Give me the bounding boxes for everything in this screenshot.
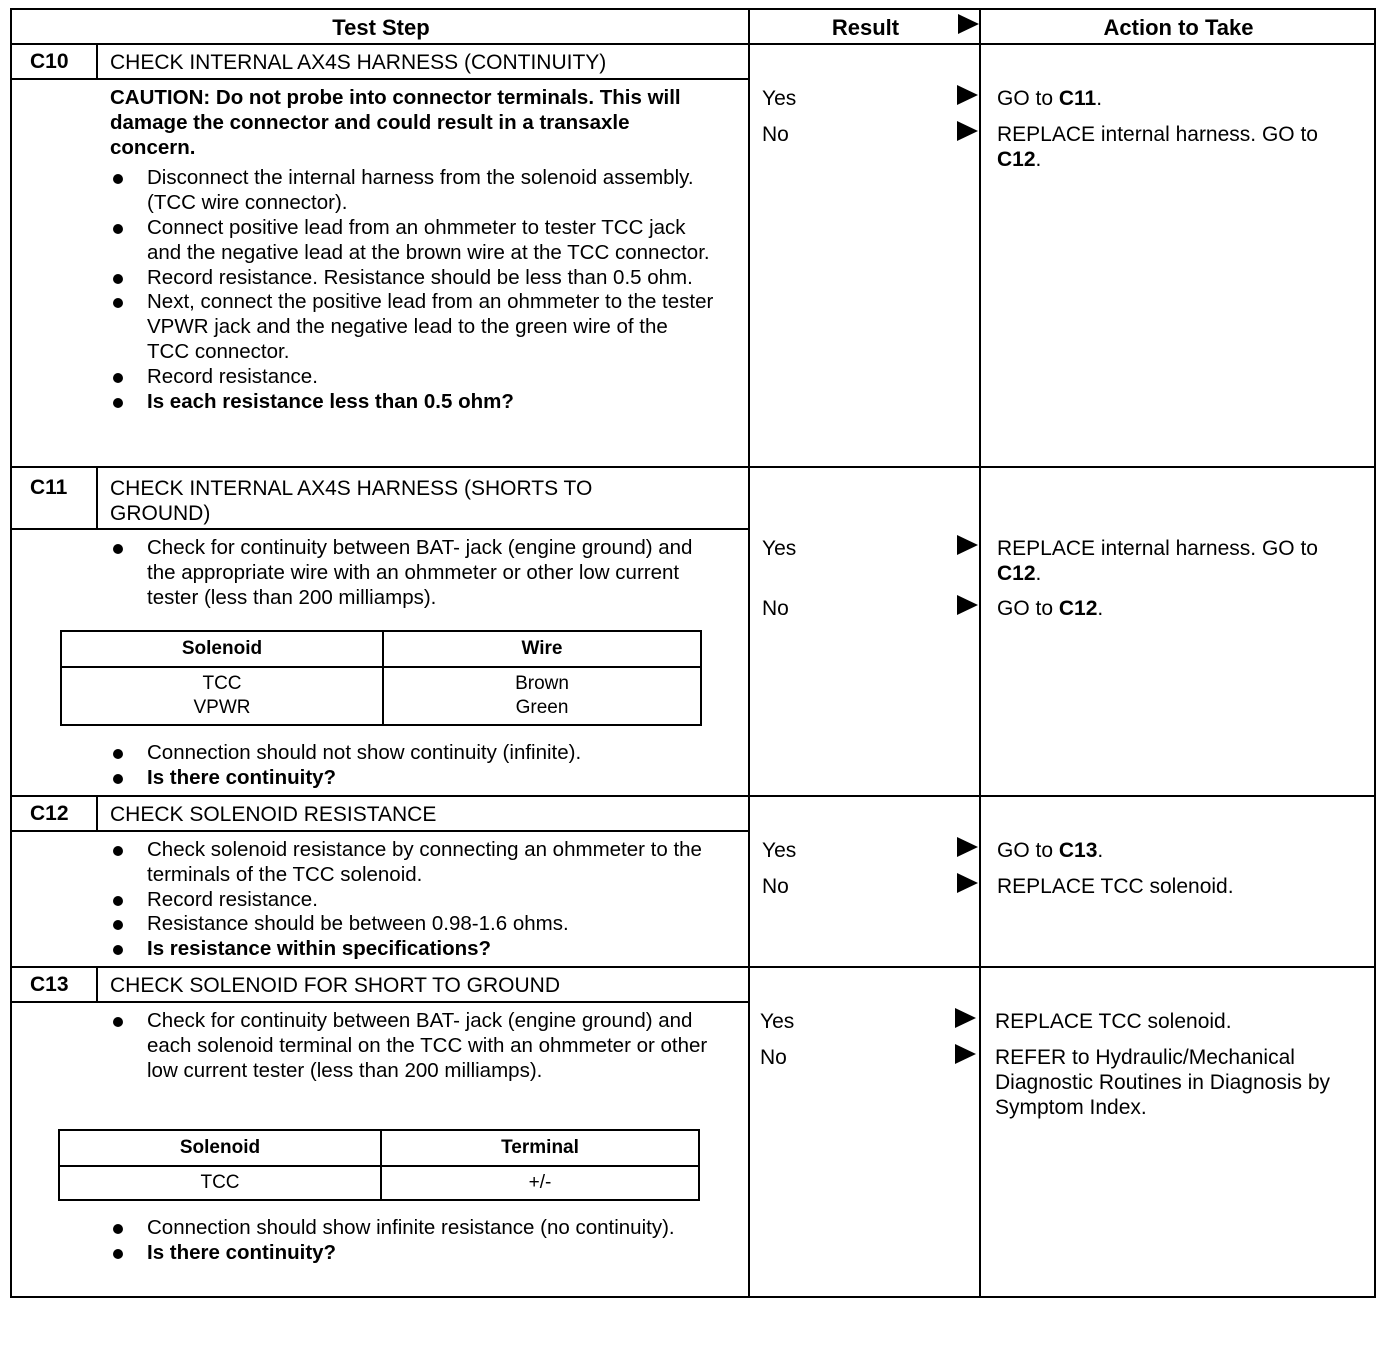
c13-bullets-after (110, 1216, 720, 1266)
table-header: Terminal (381, 1130, 699, 1166)
table-cell (61, 667, 383, 725)
c12-result-yes: Yes (762, 839, 797, 862)
list-item: Disconnect the internal harness from the solenoid assembly. (TCC wire connector). (110, 166, 715, 216)
c13-step-id: C13 (30, 973, 69, 996)
table-cell-value: Brown (515, 673, 569, 694)
c11-wire-table (60, 630, 702, 726)
table-cell-value: +/- (528, 1172, 552, 1193)
list-item: Connect positive lead from an ohmmeter to tester TCC jack and the negative lead at the brown wire at the TCC connector. (110, 216, 715, 266)
c13-no-arrow-icon (955, 1044, 976, 1064)
c10-yes-arrow-icon (957, 85, 978, 105)
c13-action-no: REFER to Hydraulic/Mechanical Diagnostic Routines in Diagnosis by Symptom Index. (995, 1046, 1331, 1119)
list-item: Record resistance. (110, 365, 715, 390)
header-action: Action to Take (981, 10, 1376, 45)
list-item: Resistance should be between 0.98-1.6 ohms. (110, 912, 720, 937)
c10-step-body (110, 86, 715, 414)
c11-step-title: CHECK INTERNAL AX4S HARNESS (SHORTS TO GROUND) (110, 477, 593, 525)
c11-title-rule (12, 528, 750, 530)
c13-result-yes: Yes (760, 1010, 795, 1033)
c12-bullets (110, 838, 720, 962)
list-item: Record resistance. (110, 888, 720, 913)
c12-step-id: C12 (30, 802, 69, 825)
table-cell (383, 667, 701, 725)
table-cell (59, 1166, 381, 1200)
c11-action-no: GO to C12. (997, 597, 1104, 620)
c11-action-yes: REPLACE internal harness. GO to C12. (997, 537, 1318, 585)
c13-step-body-after (110, 1216, 720, 1266)
c10-action-yes: GO to C11. (997, 87, 1103, 110)
list-item-question: Is there continuity? (110, 766, 720, 791)
row-divider-c11 (12, 466, 1376, 468)
row-divider-c12 (12, 795, 1376, 797)
list-item-question: Is resistance within specifications? (110, 937, 720, 962)
divider-action-col (979, 10, 981, 1298)
c13-bullets-before (110, 1009, 720, 1083)
list-item-question: Is each resistance less than 0.5 ohm? (110, 390, 715, 415)
c13-result-no: No (760, 1046, 787, 1069)
c11-step-id: C11 (30, 476, 68, 499)
c13-yes-arrow-icon (955, 1008, 976, 1028)
c12-id-divider (96, 797, 98, 831)
table-cell-value: Green (515, 697, 569, 718)
c13-step-title: CHECK SOLENOID FOR SHORT TO GROUND (110, 974, 561, 997)
table-cell (381, 1166, 699, 1200)
list-item: Record resistance. Resistance should be less than 0.5 ohm. (110, 266, 715, 291)
c10-bullets (110, 166, 715, 414)
c13-terminal-table (58, 1129, 700, 1201)
c13-step-body (110, 1009, 720, 1083)
c11-yes-arrow-icon (957, 535, 978, 555)
c13-title-rule (12, 1001, 750, 1003)
header-arrow-icon (958, 14, 979, 34)
c10-caution: CAUTION: Do not probe into connector terminals. This will damage the connector and could result in a transaxle concern. (110, 86, 681, 159)
list-item: Check solenoid resistance by connecting an ohmmeter to the terminals of the TCC solenoid. (110, 838, 720, 888)
table-cell-value: TCC (202, 673, 242, 694)
c12-title-rule (12, 830, 750, 832)
c11-result-no: No (762, 597, 789, 620)
list-item: Next, connect the positive lead from an ohmmeter to the tester VPWR jack and the negative lead to the green wire of the TCC connector. (110, 290, 715, 364)
c10-title-rule (12, 78, 750, 80)
c11-step-body-after (110, 741, 720, 791)
list-item: Check for continuity between BAT- jack (engine ground) and the appropriate wire with an ohmmeter or other low current tester (less than 200 milliamps). (110, 536, 720, 610)
c12-action-yes: GO to C13. (997, 839, 1104, 862)
c10-step-id: C10 (30, 50, 69, 73)
c12-no-arrow-icon (957, 873, 978, 893)
header-result: Result (750, 10, 981, 45)
table-row (59, 1166, 699, 1200)
c12-yes-arrow-icon (957, 837, 978, 857)
c11-id-divider (96, 468, 98, 529)
table-row (61, 667, 701, 725)
c12-step-body (110, 838, 720, 962)
c10-step-title: CHECK INTERNAL AX4S HARNESS (CONTINUITY) (110, 51, 607, 74)
c10-id-divider (96, 45, 98, 79)
list-item: Connection should not show continuity (infinite). (110, 741, 720, 766)
c11-step-body (110, 536, 720, 610)
diagnostic-table (10, 8, 1376, 1298)
c10-result-no: No (762, 123, 789, 146)
table-cell-value: VPWR (193, 697, 251, 718)
table-cell-value: TCC (200, 1172, 240, 1193)
c11-bullets-before (110, 536, 720, 610)
c10-result-yes: Yes (762, 87, 797, 110)
c10-action-no: REPLACE internal harness. GO to C12. (997, 123, 1318, 171)
list-item: Check for continuity between BAT- jack (engine ground) and each solenoid terminal on the TCC with an ohmmeter or other low current tester (less than 200 milliamps). (110, 1009, 720, 1083)
list-item: Connection should show infinite resistance (no continuity). (110, 1216, 720, 1241)
c12-action-no: REPLACE TCC solenoid. (997, 875, 1234, 898)
divider-result-col (748, 10, 750, 1298)
c12-result-no: No (762, 875, 789, 898)
c11-bullets-after (110, 741, 720, 791)
c12-step-title: CHECK SOLENOID RESISTANCE (110, 803, 437, 826)
table-header: Solenoid (61, 631, 383, 667)
c13-id-divider (96, 968, 98, 1002)
header-test-step: Test Step (12, 10, 750, 45)
list-item-question: Is there continuity? (110, 1241, 720, 1266)
c11-no-arrow-icon (957, 595, 978, 615)
table-header: Wire (383, 631, 701, 667)
c11-result-yes: Yes (762, 537, 797, 560)
table-header: Solenoid (59, 1130, 381, 1166)
c13-action-yes: REPLACE TCC solenoid. (995, 1010, 1232, 1033)
row-divider-c13 (12, 966, 1376, 968)
c10-no-arrow-icon (957, 121, 978, 141)
